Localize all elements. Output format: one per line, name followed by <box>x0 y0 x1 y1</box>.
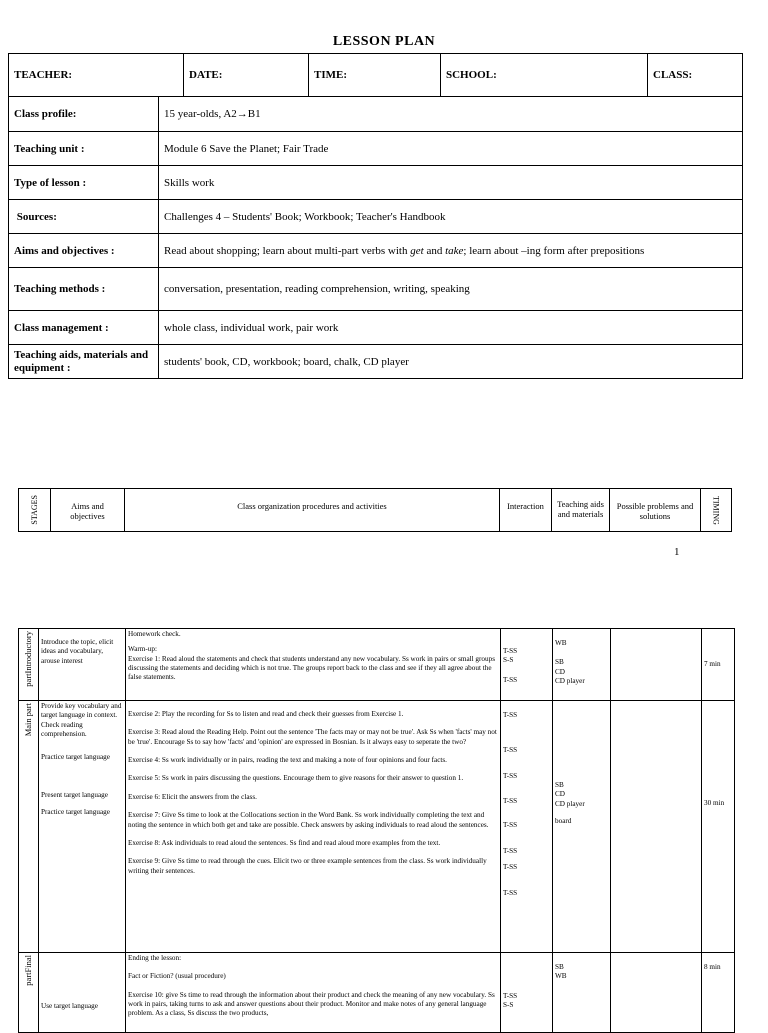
info-row <box>9 345 743 379</box>
stage-cell: partIntroductory <box>19 629 39 701</box>
aims-cell: Provide key vocabulary and target language in context. Check reading comprehension. Practice target language Present target language Practice target language <box>39 701 126 953</box>
timing-header: TIMING <box>701 489 732 532</box>
date-label: DATE: <box>184 54 309 97</box>
info-row <box>9 200 743 234</box>
timing-cell: 8 min <box>702 953 735 1033</box>
interaction-header: Interaction <box>500 489 552 532</box>
procedures-cell: Exercise 2: Play the recording for Ss to listen and read and check their guesses from Exercise 1. Exercise 3: Read aloud the Reading Help. Point out the sentence 'The facts may or may not be true'. Ask Ss when 'facts' may not be 'true'. Encourage Ss to say how 'facts' and 'opinion' are expressed in Bosnian. Is it always easy to seperate the two? Exercise 4: Ss work individually or in pairs, reading the text and making a note of four opinions and four facts. Exercise 5: Ss work in pairs discussing the questions. Encourage them to give reasons for their answer to question 1. Exercise 6: Elicit the answers from the class. Exercise 7: Give Ss time to look at the Collocations section in the Word Bank. Ss work individually completing the text and noting the sentence in which both get and take are possible. Check answers by asking individuals to read aloud the sentences. Exercise 8: Ask individuals to read aloud the sentences. Ss find and read aloud more examples from the text. Exercise 9: Give Ss time to read through the cues. Elicit two or three example sentences from the class. Ss work individually writing their sentences. <box>126 701 501 953</box>
methods-value: conversation, presentation, reading comprehension, writing, speaking <box>159 268 743 311</box>
page-number: 1 <box>674 546 680 558</box>
table-row <box>19 701 735 953</box>
aids-label: Teaching aids, materials and equipment : <box>9 345 159 379</box>
lesson-info-table <box>8 53 743 379</box>
page-title: LESSON PLAN <box>332 34 436 49</box>
interaction-cell: T-SS S-S T-SS <box>501 629 553 701</box>
interaction-cell: T-SS S-S <box>501 953 553 1033</box>
procedures-cell: Homework check. Warm-up: Exercise 1: Read aloud the statements and check that students understand any new vocabulary. Ss work in pairs or small groups discussing the statements and deciding which is not true. The groups report back to the class and see if they all agree about the false statements. <box>126 629 501 701</box>
activities-table <box>18 628 735 1033</box>
class-label: CLASS: <box>648 54 743 97</box>
aims-label: Aims and objectives : <box>9 234 159 268</box>
procedures-header: Class organization procedures and activities <box>125 489 500 532</box>
teaching-unit-label: Teaching unit : <box>9 132 159 166</box>
aids-cell: WB SB CD CD player <box>553 629 611 701</box>
aids-cell: SB CD CD player board <box>553 701 611 953</box>
aids-value: students' book, CD, workbook; board, chalk, CD player <box>159 345 743 379</box>
table-row <box>19 629 735 701</box>
lesson-type-label: Type of lesson : <box>9 166 159 200</box>
management-value: whole class, individual work, pair work <box>159 311 743 345</box>
timing-cell: 30 min <box>702 701 735 953</box>
info-row <box>9 132 743 166</box>
stage-cell: Main part <box>19 701 39 953</box>
management-label: Class management : <box>9 311 159 345</box>
methods-label: Teaching methods : <box>9 268 159 311</box>
procedures-cell: Ending the lesson: Fact or Fiction? (usual procedure) Exercise 10: give Ss time to read through the information about their product and check the meaning of any new vocabulary. Ss work in pairs, taking turns to ask and answer questions about their product. Monitor and make notes of any general language problem. As a class, Ss discuss the two products, <box>126 953 501 1033</box>
problems-cell <box>611 629 702 701</box>
school-label: SCHOOL: <box>441 54 648 97</box>
aims-value: Read about shopping; learn about multi-part verbs with get and take; learn about –ing form after prepositions <box>159 234 743 268</box>
lesson-type-value: Skills work <box>159 166 743 200</box>
table-row <box>19 953 735 1033</box>
aids-header: Teaching aids and materials <box>552 489 610 532</box>
sources-label: Sources: <box>9 200 159 234</box>
problems-cell <box>611 701 702 953</box>
interaction-cell: T-SS T-SS T-SS T-SS T-SS T-SS T-SS T-SS <box>501 701 553 953</box>
info-row <box>9 268 743 311</box>
aims-cell: Use target language <box>39 953 126 1033</box>
class-profile-label: Class profile: <box>9 97 159 132</box>
teacher-label: TEACHER: <box>9 54 184 97</box>
teaching-unit-value: Module 6 Save the Planet; Fair Trade <box>159 132 743 166</box>
info-row <box>9 234 743 268</box>
problems-header: Possible problems and solutions <box>610 489 701 532</box>
info-row <box>9 166 743 200</box>
info-row <box>9 97 743 132</box>
class-profile-value: 15 year-olds, A2→B1 <box>159 97 743 132</box>
stages-header: STAGES <box>19 489 51 532</box>
time-label: TIME: <box>309 54 441 97</box>
sources-value: Challenges 4 – Students' Book; Workbook; Teacher's Handbook <box>159 200 743 234</box>
stage-cell: partFinal <box>19 953 39 1033</box>
info-row <box>9 311 743 345</box>
stages-header-table <box>18 488 732 532</box>
timing-cell: 7 min <box>702 629 735 701</box>
header-row <box>9 54 743 97</box>
problems-cell <box>611 953 702 1033</box>
aids-cell: SB WB <box>553 953 611 1033</box>
aims-cell: Introduce the topic, elicit ideas and vocabulary, arouse interest <box>39 629 126 701</box>
aims-header: Aims and objectives <box>51 489 125 532</box>
